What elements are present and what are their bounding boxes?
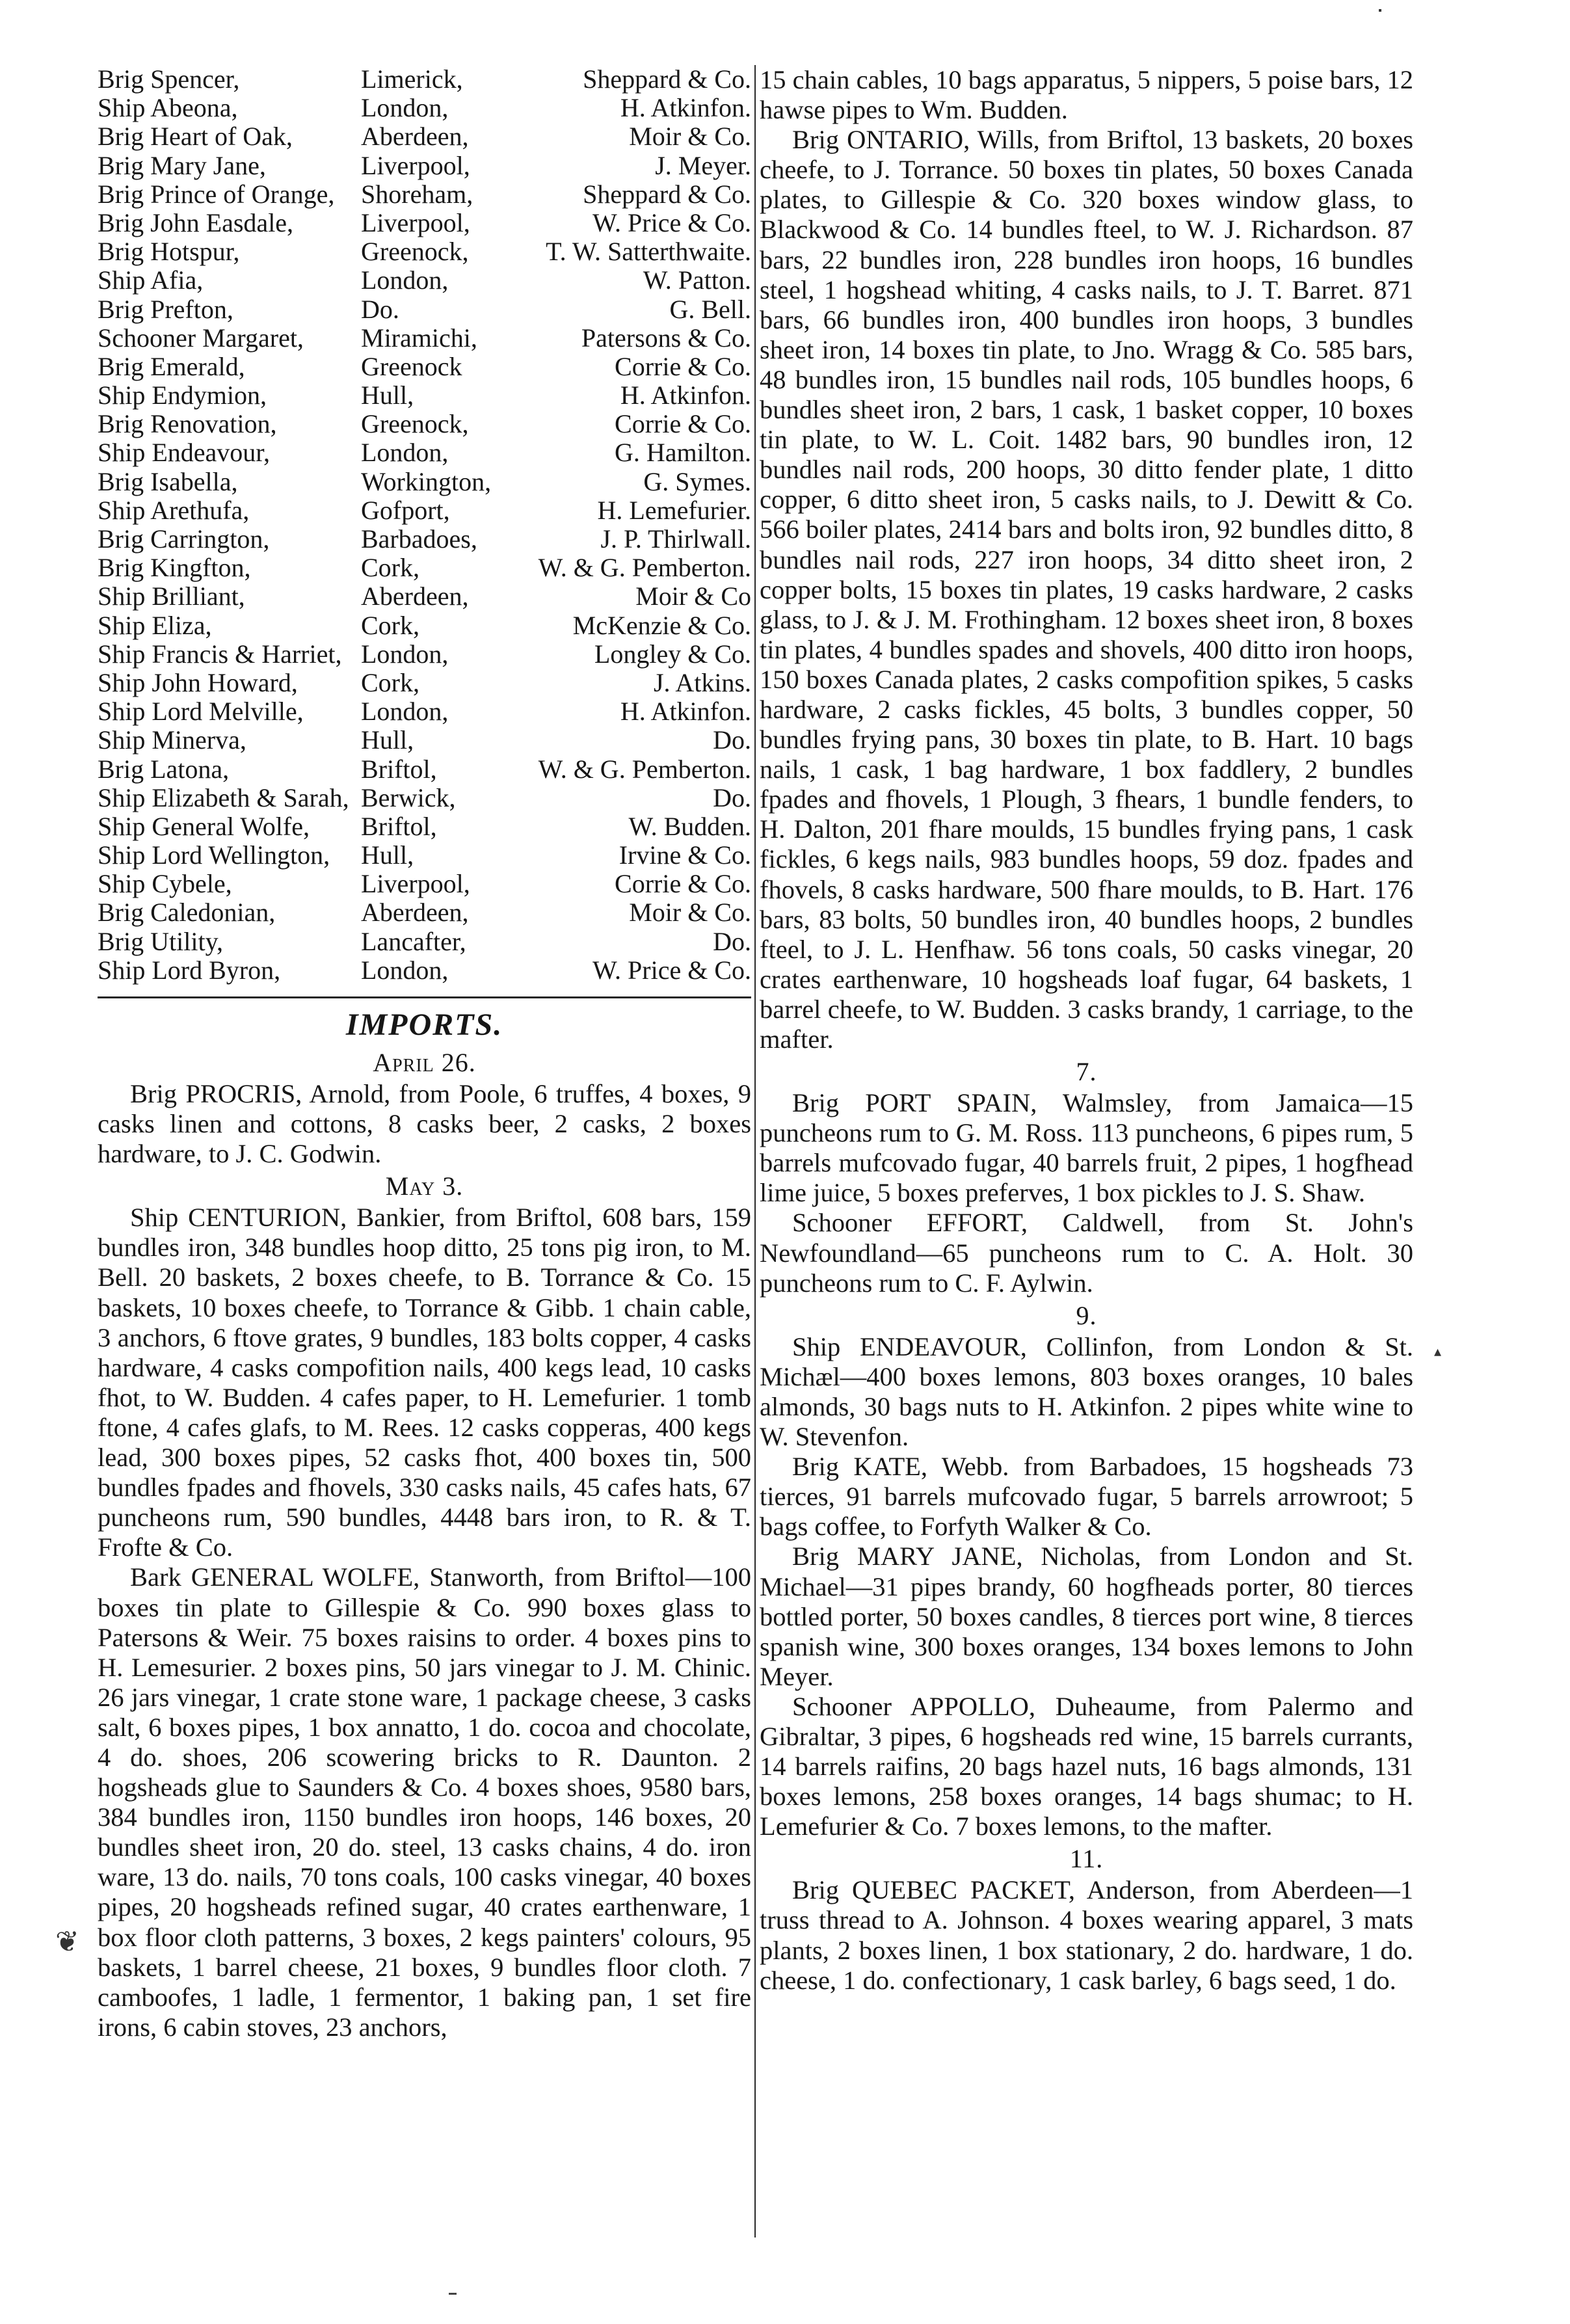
ship-destination: Hull,: [361, 725, 414, 755]
ship-agent: Corrie & Co.: [615, 409, 751, 439]
ship-name: Brig Mary Jane,: [98, 150, 266, 180]
ship-agent: W. & G. Pemberton.: [538, 553, 751, 583]
ship-destination: Limerick,: [361, 64, 463, 94]
print-mark: [449, 2293, 457, 2295]
ship-agent: Patersons & Co.: [581, 323, 751, 353]
ship-name: Ship Lord Byron,: [98, 955, 281, 985]
ship-agent: Longley & Co.: [594, 639, 751, 669]
ship-destination: Aberdeen,: [361, 581, 469, 611]
ship-row: [98, 554, 751, 582]
ship-agent: G. Symes.: [643, 466, 751, 496]
ship-name: Ship Endymion,: [98, 381, 267, 410]
ship-destination: London,: [361, 265, 449, 295]
ship-agent: Irvine & Co.: [619, 840, 751, 870]
ship-destination: Aberdeen,: [361, 122, 469, 152]
ship-agent: H. Atkinfon.: [620, 381, 751, 410]
ship-name: Ship Abeona,: [98, 93, 238, 123]
ship-name: Ship Lord Wellington,: [98, 840, 330, 870]
ship-name: Brig Kingfton,: [98, 553, 251, 583]
ship-agent: G. Bell.: [669, 294, 751, 324]
ship-row: [98, 784, 751, 812]
ship-agent: W. Budden.: [628, 811, 751, 841]
date-heading: 9.: [1076, 1300, 1097, 1330]
left-column: [98, 65, 751, 2042]
ship-destination: Barbadoes,: [361, 524, 477, 554]
ship-row: [98, 841, 751, 870]
ship-name: Brig Latona,: [98, 754, 230, 784]
margin-mark-dot: ▴: [1434, 1343, 1442, 1359]
ship-destination: Liverpool,: [361, 150, 470, 180]
ship-name: Brig Renovation,: [98, 409, 277, 439]
ship-row: [98, 611, 751, 640]
ship-row: [98, 237, 751, 266]
ship-name: Brig Emerald,: [98, 351, 245, 381]
ship-name: Brig Spencer,: [98, 64, 240, 94]
ship-destination: Cork,: [361, 553, 419, 583]
ship-destination: Briftol,: [361, 754, 437, 784]
ship-destination: Gofport,: [361, 495, 450, 525]
import-entry: Ship ENDEAVOUR, Collinfon, from London & St. Michæl—400 boxes lemons, 803 boxes oranges, 10 bales almonds, 30 bags nuts to H. Atkinfon. 2 pipes white wine to W. Stevenfon.: [760, 1331, 1413, 1452]
import-entry: Brig PORT SPAIN, Walmsley, from Jamaica—15 puncheons rum to G. M. Ross. 113 puncheons, 6 pipes rum, 5 barrels mufcovado fugar, 40 barrels fruit, 2 pipes, 1 hogfhead lime juice, 5 boxes preferves, 1 box pickles to J. S. Shaw.: [760, 1088, 1413, 1208]
ship-destination: London,: [361, 93, 449, 123]
import-entry: Brig QUEBEC PACKET, Anderson, from Aberdeen—1 truss thread to A. Johnson. 4 boxes wearing apparel, 3 mats plants, 2 boxes linen, 1 box stationary, 2 do. hardware, 1 do. cheese, 1 do. confectionary, 1 cask barley, 6 bags seed, 1 do.: [760, 1875, 1413, 1995]
ship-row: [98, 353, 751, 381]
ship-destination: London,: [361, 697, 449, 727]
ship-row: [98, 381, 751, 410]
ship-name: Ship Elizabeth & Sarah,: [98, 782, 349, 812]
ship-name: Ship Brilliant,: [98, 581, 245, 611]
ship-name: Ship Minerva,: [98, 725, 246, 755]
ship-name: Ship Afia,: [98, 265, 204, 295]
ship-row: [98, 640, 751, 669]
imports-heading: IMPORTS.: [345, 1008, 503, 1042]
ship-name: Ship Endeavour,: [98, 438, 271, 468]
ship-agent: W. Patton.: [643, 265, 751, 295]
import-entry: Brig PROCRIS, Arnold, from Poole, 6 truffes, 4 boxes, 9 casks linen and cottons, 8 casks beer, 2 casks, 2 boxes hardware, to J. C. Godwin.: [98, 1079, 751, 1169]
ship-agent: H. Atkinfon.: [620, 93, 751, 123]
ship-agent: J. Atkins.: [653, 667, 751, 697]
ship-agent: W. Price & Co.: [592, 955, 751, 985]
ship-agent: G. Hamilton.: [615, 438, 751, 468]
ship-name: Brig Isabella,: [98, 466, 238, 496]
ship-row: [98, 324, 751, 353]
ship-name: Brig Caledonian,: [98, 898, 276, 928]
ship-name: Ship John Howard,: [98, 667, 298, 697]
ship-agent: Do.: [713, 926, 751, 956]
ship-destination: Briftol,: [361, 811, 437, 841]
ship-name: Brig Carrington,: [98, 524, 270, 554]
ship-agent: J. P. Thirlwall.: [600, 524, 751, 554]
ship-agent: J. Meyer.: [655, 150, 751, 180]
ship-destination: Hull,: [361, 840, 414, 870]
sailed-ships-list: [98, 65, 751, 985]
ship-row: [98, 152, 751, 180]
ship-row: [98, 122, 751, 151]
ship-agent: Moir & Co: [635, 581, 751, 611]
import-entry: Brig MARY JANE, Nicholas, from London and St. Michael—31 pipes brandy, 60 hogfheads porter, 80 tierces bottled porter, 50 boxes candles, 8 tierces port wine, 8 tierces spanish wine, 300 boxes oranges, 134 boxes lemons to John Meyer.: [760, 1542, 1413, 1691]
ship-row: [98, 410, 751, 438]
ship-agent: H. Atkinfon.: [620, 697, 751, 727]
ship-row: [98, 928, 751, 956]
ship-destination: Liverpool,: [361, 869, 470, 899]
ship-row: [98, 870, 751, 898]
ship-name: Brig John Easdale,: [98, 207, 294, 237]
import-entry: Brig ONTARIO, Wills, from Briftol, 13 baskets, 20 boxes cheefe, to J. Torrance. 50 boxes tin plates, 50 boxes Canada plates, to Gillespie & Co. 320 boxes window glass, to Blackwood & Co. 14 bundles fteel, to W. J. Richardson. 87 bars, 22 bundles iron, 228 bundles iron hoops, 16 bundles steel, 1 hogshead whiting, 4 casks nails, to J. T. Barret. 871 bars, 66 bundles iron, 400 bundles iron hoops, 3 bundles sheet iron, 14 boxes tin plate, to Jno. Wragg & Co. 585 bars, 48 bundles iron, 15 bundles nail rods, 105 bundles hoops, 6 bundles sheet iron, 2 bars, 1 cask, 1 basket copper, 10 boxes tin plate, to W. L. Coit. 1482 bars, 90 bundles iron, 12 bundles nail rods, 200 hoops, 30 ditto fender plate, 1 ditto copper, 6 ditto sheet iron, 5 casks nails, to J. Dewitt & Co. 566 boiler plates, 2414 bars and bolts iron, 92 bundles ditto, 8 bundles nail rods, 227 iron hoops, 34 ditto sheet iron, 2 copper bolts, 15 boxes tin plates, 19 casks hardware, 2 casks glass, to J. & J. M. Frothingham. 12 boxes sheet iron, 8 boxes tin plates, 4 bundles spades and shovels, 400 ditto iron hoops, 150 boxes Canada plates, 2 casks compofition spikes, 5 casks hardware, 2 casks fickles, 45 bolts, 3 bundles copper, 50 bundles frying pans, 30 boxes tin plate, to B. Hart. 10 bags nails, 1 cask, 1 bag hardware, 1 box faddlery, 2 bundles fpades and fhovels, 1 Plough, 3 fhears, 1 bundle fenders, to H. Dalton, 201 fhare moulds, 15 bundles frying pans, 1 cask fickles, 6 kegs nails, 983 bundles hoops, 59 doz. fpades and fhovels, 8 casks hardware, 500 fhare moulds, to B. Hart. 176 bars, 83 bolts, 50 bundles iron, 40 bundles hoops, 2 bundles fteel, to J. L. Henfhaw. 56 tons coals, 50 casks vinegar, 20 crates earthenware, 10 hogsheads loaf fugar, 64 baskets, 1 barrel cheefe, to W. Budden. 3 casks brandy, 1 carriage, to the mafter.: [760, 125, 1413, 1054]
import-entry: Schooner EFFORT, Caldwell, from St. John's Newfoundland—65 puncheons rum to C. A. Holt. 30 puncheons rum to C. F. Aylwin.: [760, 1208, 1413, 1298]
ship-destination: London,: [361, 955, 449, 985]
ship-row: [98, 525, 751, 554]
ship-agent: Do.: [713, 725, 751, 755]
ship-agent: W. Price & Co.: [592, 207, 751, 237]
import-entry: Bark GENERAL WOLFE, Stanworth, from Briftol—100 boxes tin plate to Gillespie & Co. 990 boxes glass to Patersons & Weir. 75 boxes raisins to order. 4 boxes pins to H. Lemesurier. 2 boxes pins, 50 jars vinegar to J. M. Chinic. 26 jars vinegar, 1 crate stone ware, 1 package cheese, 3 casks salt, 6 boxes pipes, 1 box annatto, 1 do. cocoa and chocolate, 4 do. shoes, 206 scowering bricks to R. Daunton. 2 hogsheads glue to Saunders & Co. 4 boxes shoes, 9580 bars, 384 bundles iron, 1150 bundles iron hoops, 146 boxes, 20 bundles sheet iron, 20 do. steel, 13 casks chains, 4 do. iron ware, 13 do. nails, 70 tons coals, 100 casks vinegar, 40 boxes pipes, 20 hogsheads refined sugar, 40 crates earthenware, 1 box floor cloth patterns, 3 boxes, 2 kegs painters' colours, 95 baskets, 1 barrel cheese, 21 boxes, 9 bundles floor cloth. 7 camboofes, 1 ladle, 1 fermentor, 1 baking pan, 1 set fire irons, 6 cabin stoves, 23 anchors,: [98, 1562, 751, 2042]
ship-name: Brig Prefton,: [98, 294, 233, 324]
ship-destination: Berwick,: [361, 782, 456, 812]
ship-destination: Do.: [361, 294, 399, 324]
ship-agent: McKenzie & Co.: [572, 610, 751, 640]
ship-destination: Cork,: [361, 610, 419, 640]
ship-destination: Greenock: [361, 351, 462, 381]
ship-agent: Sheppard & Co.: [583, 64, 751, 94]
ship-row: [98, 180, 751, 209]
right-import-entries: [760, 125, 1413, 1996]
ship-agent: Sheppard & Co.: [583, 179, 751, 209]
ship-row: [98, 726, 751, 755]
ship-destination: Cork,: [361, 667, 419, 697]
ship-agent: H. Lemefurier.: [597, 495, 751, 525]
ship-row: [98, 956, 751, 985]
ship-name: Brig Utility,: [98, 926, 223, 956]
ship-name: Ship Lord Melville,: [98, 697, 304, 727]
date-heading: May 3.: [385, 1171, 464, 1201]
ship-name: Schooner Margaret,: [98, 323, 304, 353]
ship-destination: London,: [361, 639, 449, 669]
ship-row: [98, 669, 751, 697]
continued-entry: 15 chain cables, 10 bags apparatus, 5 nippers, 5 poise bars, 12 hawse pipes to Wm. Budden.: [760, 65, 1413, 125]
ship-agent: W. & G. Pemberton.: [538, 754, 751, 784]
ship-agent: Corrie & Co.: [615, 869, 751, 899]
ship-destination: Miramichi,: [361, 323, 477, 353]
ship-destination: Aberdeen,: [361, 898, 469, 928]
import-entry: Brig KATE, Webb. from Barbadoes, 15 hogsheads 73 tierces, 91 barrels mufcovado fugar, 5 barrels arrowroot; 5 bags coffee, to Forfyth Walker & Co.: [760, 1452, 1413, 1542]
print-speck: [1379, 9, 1381, 12]
right-column: [760, 65, 1413, 1996]
ship-row: [98, 496, 751, 525]
ship-destination: Workington,: [361, 466, 492, 496]
ship-row: [98, 755, 751, 784]
column-rule: [754, 65, 756, 2237]
ship-agent: Corrie & Co.: [615, 351, 751, 381]
margin-ornament: ❦: [55, 1926, 79, 1958]
ship-destination: Shoreham,: [361, 179, 473, 209]
ship-agent: Moir & Co.: [629, 898, 751, 928]
ship-destination: Lancafter,: [361, 926, 466, 956]
ship-row: [98, 438, 751, 467]
ship-name: Ship Arethufa,: [98, 495, 250, 525]
ship-row: [98, 812, 751, 841]
ship-destination: Liverpool,: [361, 207, 470, 237]
ship-destination: Hull,: [361, 381, 414, 410]
ship-destination: Greenock,: [361, 409, 469, 439]
date-heading: 7.: [1076, 1057, 1097, 1087]
left-import-entries: [98, 1048, 751, 2042]
ship-agent: Moir & Co.: [629, 122, 751, 152]
ship-row: [98, 266, 751, 295]
ship-name: Brig Hotspur,: [98, 237, 240, 267]
import-entry: Ship CENTURION, Bankier, from Briftol, 608 bars, 159 bundles iron, 348 bundles hoop ditto, 25 tons pig iron, to M. Bell. 20 baskets, 2 boxes cheefe, to B. Torrance & Co. 15 baskets, 10 boxes cheefe, to Torrance & Gibb. 1 chain cable, 3 anchors, 6 ftove grates, 9 bundles, 183 bolts copper, 4 casks hardware, 4 casks compofition nails, 400 kegs lead, 10 casks fhot, to W. Budden. 4 cafes paper, to H. Lemefurier. 1 tomb ftone, 4 cafes glafs, to M. Rees. 12 casks copperas, 400 kegs lead, 300 boxes pipes, 52 casks fhot, 400 boxes tin, 500 bundles fpades and fhovels, 330 casks nails, 45 cafes hats, 67 puncheons rum, 590 bundles, 4448 bars iron, to R. & T. Frofte & Co.: [98, 1203, 751, 1562]
ship-row: [98, 94, 751, 122]
import-entry: Schooner APPOLLO, Duheaume, from Palermo and Gibraltar, 3 pipes, 6 hogsheads red wine, 15 barrels currants, 14 barrels raifins, 20 bags hazel nuts, 16 bags almonds, 131 boxes lemons, 258 boxes oranges, 14 bags shumac; to H. Lemefurier & Co. 7 boxes lemons, to the mafter.: [760, 1691, 1413, 1841]
ship-row: [98, 582, 751, 611]
ship-name: Ship General Wolfe,: [98, 811, 310, 841]
ship-row: [98, 209, 751, 237]
ship-destination: Greenock,: [361, 237, 469, 267]
date-heading: April 26.: [373, 1048, 476, 1077]
ship-row: [98, 697, 751, 726]
ship-row: [98, 65, 751, 94]
ship-agent: Do.: [713, 782, 751, 812]
ship-name: Ship Eliza,: [98, 610, 212, 640]
ship-name: Ship Cybele,: [98, 869, 232, 899]
ship-agent: T. W. Satterthwaite.: [546, 237, 751, 267]
ship-row: [98, 468, 751, 496]
ship-name: Ship Francis & Harriet,: [98, 639, 342, 669]
ship-row: [98, 898, 751, 927]
section-divider: [98, 996, 751, 998]
ship-name: Brig Prince of Orange,: [98, 179, 335, 209]
date-heading: 11.: [1069, 1844, 1104, 1874]
ship-name: Brig Heart of Oak,: [98, 122, 293, 152]
ship-destination: London,: [361, 438, 449, 468]
ship-row: [98, 295, 751, 324]
